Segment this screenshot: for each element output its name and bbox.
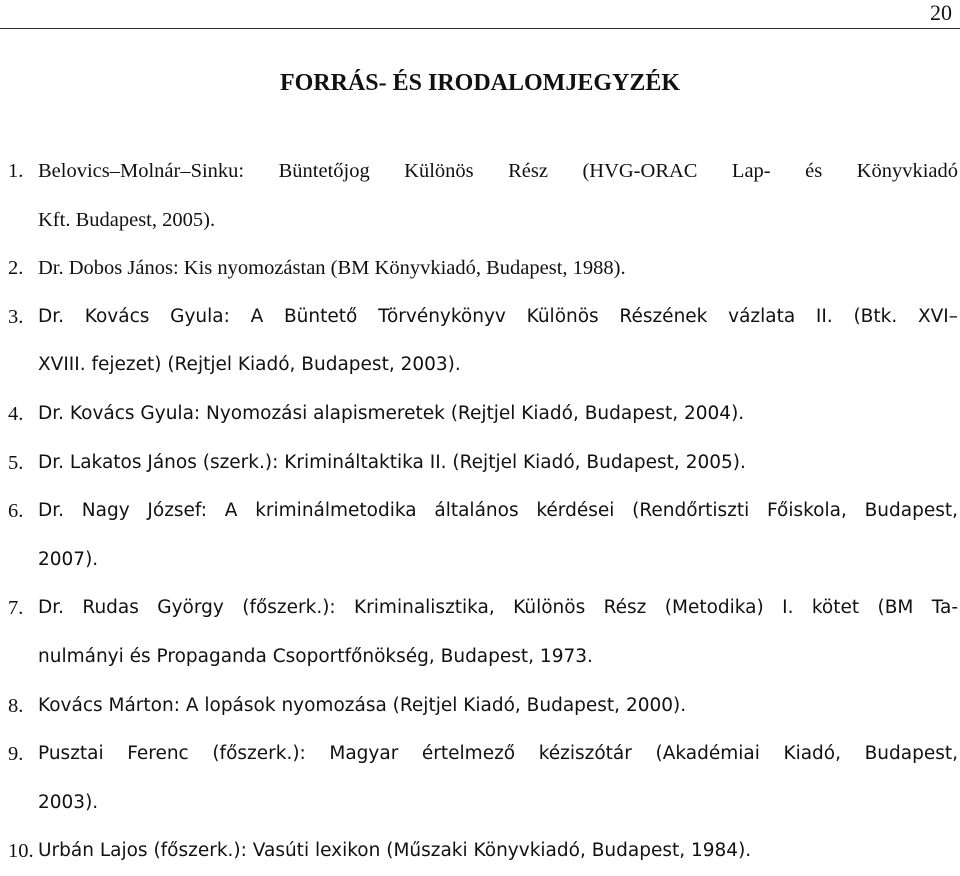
page-number: 20 (930, 0, 952, 25)
reference-number: 9. (8, 743, 24, 766)
reference-item (8, 584, 958, 681)
reference-number: 10. (8, 840, 34, 863)
reference-item (8, 390, 958, 439)
reference-text: Dr. Rudas György (főszerk.): Kriminalisztika, Különös Rész (Metodika) I. kötet (BM Ta- (38, 597, 958, 619)
reference-item (8, 682, 958, 731)
reference-text: Dr. Kovács Gyula: Nyomozási alapismeretek (Rejtjel Kiadó, Budapest, 2004). (38, 402, 745, 424)
reference-text: Belovics–Molnár–Sinku: Büntetőjog Különös Rész (HVG-ORAC Lap- és Könyvkiadó (38, 160, 958, 182)
reference-text: Dr. Lakatos János (szerk.): Krimináltaktika II. (Rejtjel Kiadó, Budapest, 2005). (38, 451, 746, 473)
reference-text: Dr. Dobos János: Kis nyomozástan (BM Könyvkiadó, Budapest, 1988). (38, 257, 626, 280)
reference-number: 7. (8, 597, 24, 620)
reference-number: 8. (8, 694, 24, 717)
reference-text: Kovács Márton: A lopások nyomozása (Rejtjel Kiadó, Budapest, 2000). (38, 694, 687, 716)
reference-text-continued: 2007). (38, 548, 99, 570)
reference-number: 3. (8, 305, 24, 328)
header-rule (0, 28, 960, 29)
reference-list (8, 147, 958, 876)
reference-text: Pusztai Ferenc (főszerk.): Magyar értelmező kéziszótár (Akadémiai Kiadó, Budapest, (38, 743, 958, 765)
reference-number: 1. (8, 160, 24, 182)
page-title: FORRÁS- ÉS IRODALOMJEGYZÉK (279, 70, 681, 96)
reference-item (8, 487, 958, 584)
reference-number: 4. (8, 402, 24, 425)
reference-number: 2. (8, 257, 24, 280)
reference-item (8, 147, 958, 244)
reference-text: Dr. Kovács Gyula: A Büntető Törvénykönyv Különös Részének vázlata II. (Btk. XVI– (38, 305, 958, 327)
reference-item (8, 439, 958, 488)
reference-item (8, 293, 958, 390)
reference-text-continued: 2003). (38, 791, 99, 813)
reference-item (8, 244, 958, 293)
reference-item (8, 730, 958, 827)
reference-number: 6. (8, 500, 24, 523)
reference-text-continued: Kft. Budapest, 2005). (38, 208, 216, 231)
reference-text-continued: XVIII. fejezet) (Rejtjel Kiadó, Budapest, 2003). (38, 354, 461, 376)
reference-text: Dr. Nagy József: A kriminálmetodika általános kérdései (Rendőrtiszti Főiskola, Budapest, (38, 500, 958, 522)
reference-number: 5. (8, 451, 24, 474)
reference-text: Urbán Lajos (főszerk.): Vasúti lexikon (Műszaki Könyvkiadó, Budapest, 1984). (38, 840, 752, 862)
reference-text-continued: nulmányi és Propaganda Csoportfőnökség, Budapest, 1973. (38, 645, 593, 667)
reference-item (8, 827, 958, 876)
